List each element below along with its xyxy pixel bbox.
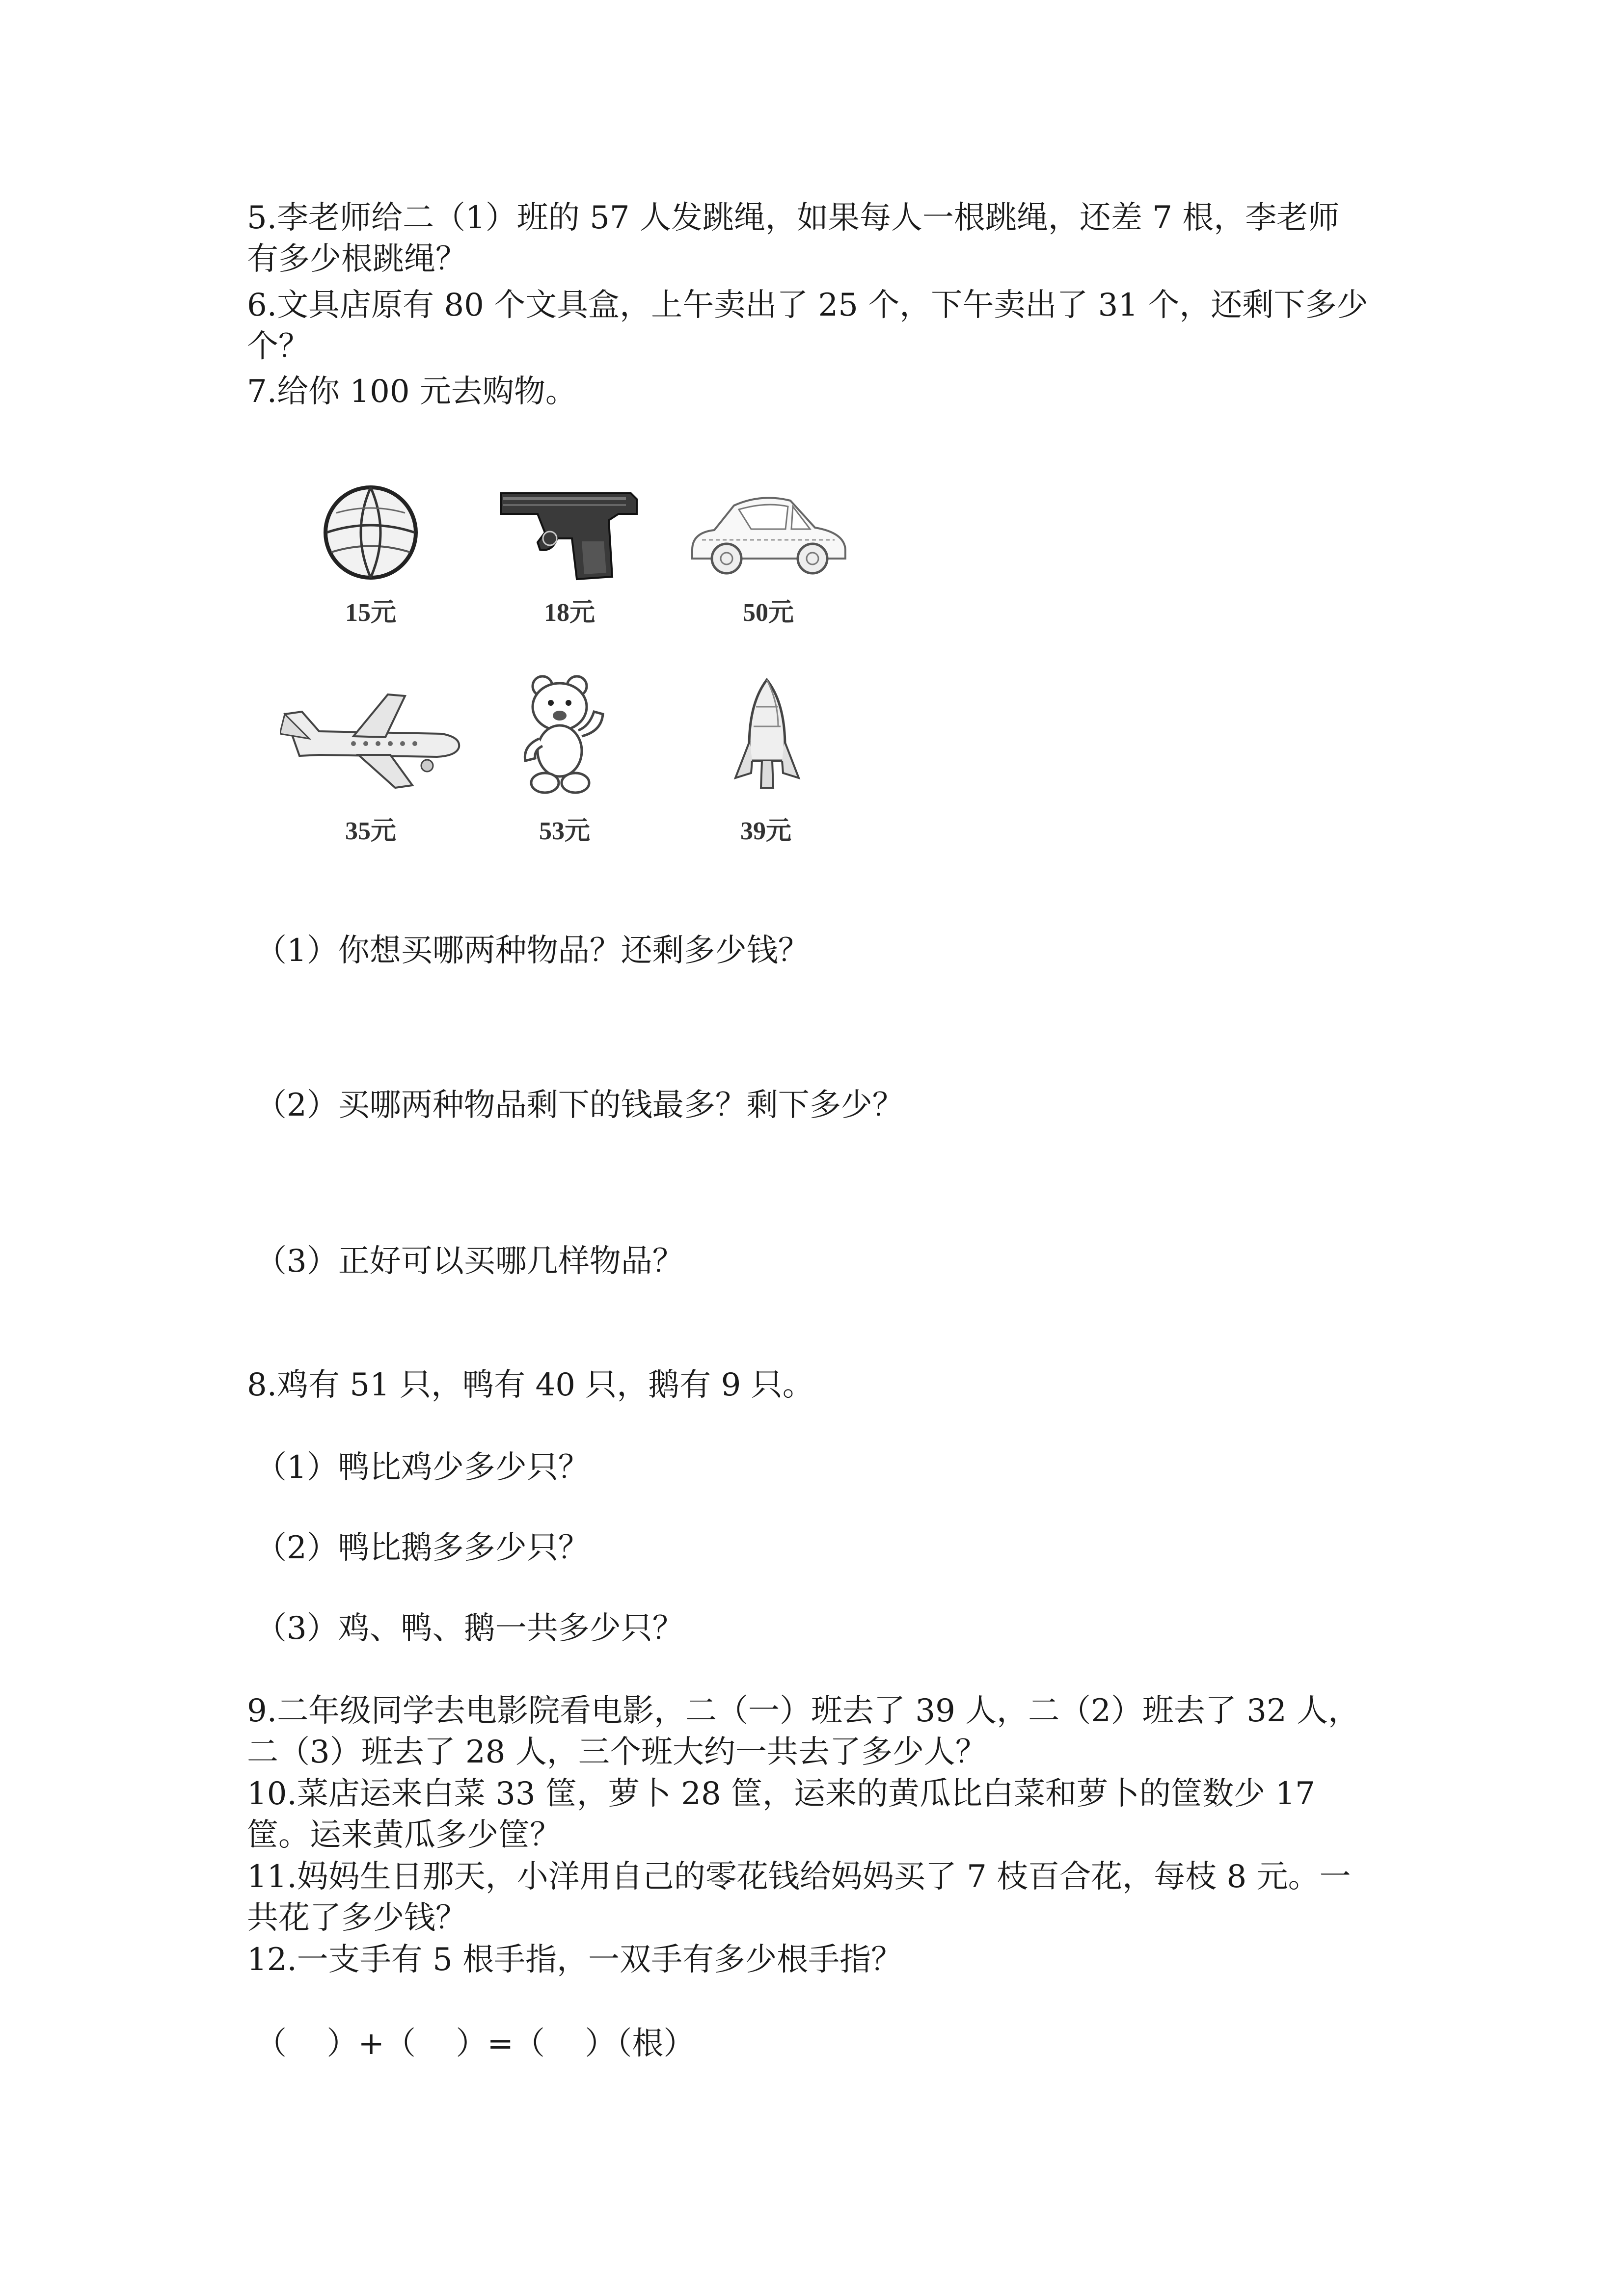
question-7-sub-3: （3）正好可以买哪几样物品？ [255, 1243, 684, 1280]
question-7-sub-1: （1）你想买哪两种物品？还剩多少钱？ [255, 933, 810, 969]
price-label-airplane: 35元 [345, 817, 396, 845]
question-7-sub-2: （2）买哪两种物品剩下的钱最多？剩下多少？ [255, 1087, 904, 1123]
ball-icon [322, 483, 420, 582]
question-8-title: 8.鸡有 51 只，鸭有 40 只，鹅有 9 只。 [247, 1367, 814, 1403]
question-5-line-2: 有多少根跳绳？ [247, 241, 467, 277]
airplane-icon [280, 692, 461, 790]
question-10-line-2: 筐。运来黄瓜多少筐？ [247, 1817, 561, 1853]
price-label-pistol: 18元 [543, 599, 595, 627]
question-7-title: 7.给你 100 元去购物。 [247, 374, 577, 410]
toy-car-icon [687, 491, 849, 577]
question-5-line-1: 5.李老师给二（1）班的 57 人发跳绳，如果每人一根跳绳，还差 7 根，李老师 [247, 200, 1340, 236]
price-label-teddy-bear: 53元 [539, 817, 590, 845]
question-12-title: 12.一支手有 5 根手指，一双手有多少根手指？ [247, 1942, 903, 1978]
question-11-line-2: 共花了多少钱？ [247, 1900, 467, 1936]
question-9-line-2: 二（3）班去了 28 人，三个班大约一共去了多少人？ [247, 1734, 987, 1770]
question-12-formula: （ ）+（ ）=（ ）（根） [255, 2026, 695, 2062]
question-10-line-1: 10.菜店运来白菜 33 筐，萝卜 28 筐，运来的黄瓜比白菜和萝卜的筐数少 17 [247, 1776, 1315, 1812]
price-label-ball: 15元 [345, 599, 396, 627]
price-label-rocket: 39元 [740, 817, 791, 845]
question-8-sub-3: （3）鸡、鸭、鹅一共多少只？ [255, 1610, 684, 1647]
teddy-bear-icon [515, 672, 609, 795]
pistol-icon [498, 483, 641, 582]
price-label-toy-car: 50元 [742, 599, 794, 627]
question-8-sub-1: （1）鸭比鸡少多少只？ [255, 1449, 590, 1486]
question-6-line-1: 6.文具店原有 80 个文具盒，上午卖出了 25 个，下午卖出了 31 个，还剩下多少 [247, 287, 1368, 323]
question-9-line-1: 9.二年级同学去电影院看电影，二（一）班去了 39 人，二（2）班去了 32 人， [247, 1693, 1360, 1729]
rocket-icon [731, 677, 803, 790]
question-11-line-1: 11.妈妈生日那天，小洋用自己的零花钱给妈妈买了 7 枝百合花，每枝 8 元。一 [247, 1859, 1351, 1895]
question-8-sub-2: （2）鸭比鹅多多少只？ [255, 1530, 590, 1566]
question-6-line-2: 个？ [247, 328, 310, 365]
